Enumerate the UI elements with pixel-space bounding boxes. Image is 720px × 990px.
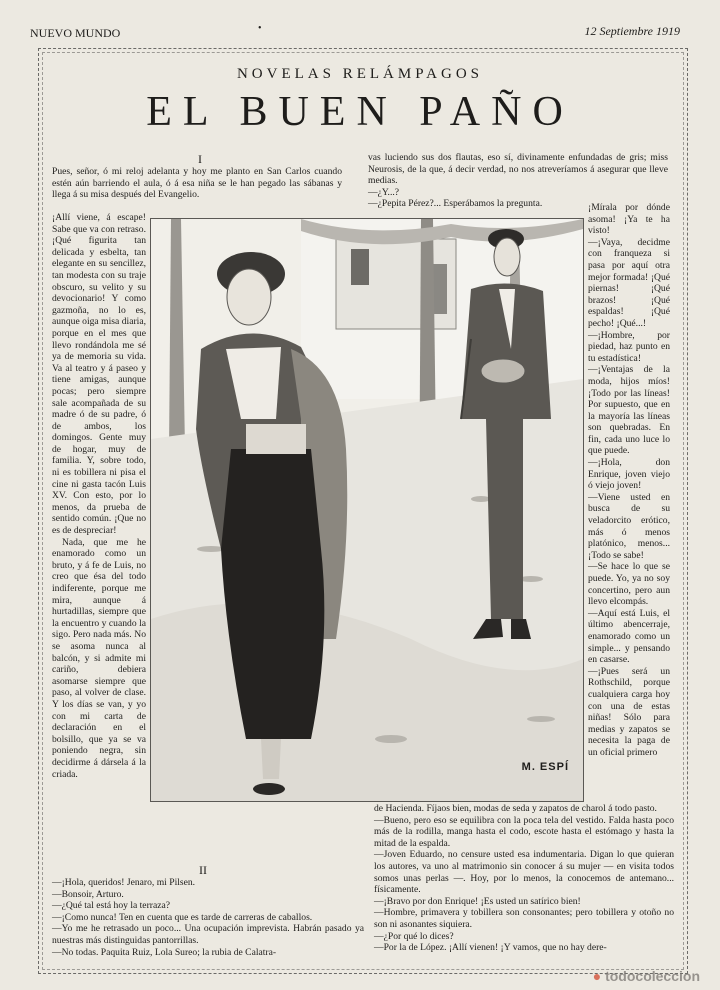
illustration: [150, 218, 584, 802]
paragraph: —Joven Eduardo, no censure usted esa indumentaria. Digan lo que quieran los autores, va uno al matrimonio sin conocer á su mujer — en visita todos somos unas perlas —. Hoy, por lo menos, la conocemos de antemano... físicamente.: [374, 849, 674, 896]
watermark-text: todocoleccion: [605, 968, 700, 984]
paragraph: —¡Hola, queridos! Jenaro, mi Pilsen.: [52, 877, 196, 888]
paragraph: —¿Y...?: [368, 186, 399, 198]
paragraph: —No todas. Paquita Ruiz, Lola Sureo; la rubia de Calatra-: [52, 946, 277, 958]
artist-signature: M. ESPÍ: [521, 761, 569, 773]
paragraph: —Aquí está Luis, el último abencerraje, enamorado como un simple... y pensando en casarse.: [588, 607, 670, 666]
paragraph: de Hacienda. Fíjaos bien, modas de seda y zapatos de charol á todo pasto.: [374, 803, 657, 814]
paragraph: —¿Por qué lo dices?: [374, 930, 454, 942]
text-block-bottom-left-continuation: [52, 801, 364, 857]
paragraph: —Se hace lo que se puede. Yo, ya no soy concertino, pero aun llevo elcompás.: [588, 561, 670, 608]
paragraph: ¡Mírala por dónde asoma! ¡Ya te ha visto!: [588, 202, 670, 237]
paragraph: —Por la de López. ¡Allí vienen! ¡Y vamos, que no hay dere-: [374, 942, 607, 954]
paragraph: —¡Hombre, por piedad, haz punto en tu estadística!: [588, 329, 670, 364]
paragraph: —Bonsoir, Arturo.: [52, 888, 124, 900]
paragraph: —¡Vaya, decidme con franqueza si pasa por aquí otra mejor formada! ¡Qué piernas! ¡Qué brazos! ¡Qué espaldas! ¡Qué pecho! ¡Qué...!: [588, 236, 670, 329]
text-column-right: [588, 202, 670, 802]
paragraph: —Yo me he retrasado un poco... Una ocupación imprevista. Habrán pasado ya nuestras más distinguidas pantorrillas.: [52, 923, 364, 946]
paragraph: —Viene usted en busca de su veladorcito erótico, más ó menos platónico, menos... ¡Todo se sabe!: [588, 491, 670, 561]
page-header: [30, 20, 680, 44]
paragraph: vas luciendo sus dos flautas, eso sí, divinamente enfundadas de gris; miss Neurosis, de la que, á decir verdad, no nos atreveríamos á asegurar que lleve medias.: [368, 152, 668, 187]
watermark: [593, 968, 700, 984]
paragraph: —Hombre, primavera y tobillera son consonantes; pero tobillera y otoño no son ni asonantes siquiera.: [374, 907, 674, 930]
section-numeral-2: II: [199, 863, 207, 877]
paragraph: Pues, señor, ó mi reloj adelanta y hoy me planto en San Carlos cuando estén aún barriendo el aula, ó á esa niña se le han pegado las sábanas y llega á su misa después del Evangelio.: [52, 166, 342, 201]
paragraph: —¡Bravo por don Enrique! ¡Es usted un satírico bien!: [374, 895, 581, 907]
text-block-top-right: [368, 152, 668, 210]
article-title: EL BUEN PAÑO: [146, 89, 574, 135]
paragraph: —¡Pues será un Rothschild, porque cualquiera carga hoy con una de estas niñas! Sólo para medias y zapatos se necesita la paga de un oficial primero: [588, 665, 670, 758]
header-mark: •: [258, 23, 262, 34]
series-title: NOVELAS RELÁMPAGOS: [236, 66, 484, 82]
watermark-dot: ●: [592, 968, 602, 984]
paragraph: —¡Ventajas de la moda, hijos míos! ¡Todo por las líneas! Por supuesto, que en la mayoría las líneas son quebradas. En fin, cada uno luce lo que puede.: [588, 364, 670, 457]
paragraph: Nada, que me he enamorado como un bruto, y á fe de Luis, no creo que ésa del todo indiferente, porque me mira, aunque á hurtadillas, siempre que la encuentro y cuando la sigo. Pero nada más. No se asoma nunca al balcón, y si admite mi cariño, debiera asomarse siempre que paso, al volver de clase. Y los días se van, y yo con mi carta de declaración en el bolsillo, que ya se va poniendo negra, sin decidirme á dársela á la criada.: [52, 536, 146, 780]
text-column-left-body: [52, 212, 146, 842]
issue-date: 12 Septiembre 1919: [584, 24, 680, 38]
text-block-bottom-right: [374, 803, 674, 965]
paragraph: —Bueno, pero eso se equilibra con la poca tela del vestido. Falda hasta poco más de la rodilla, manga hasta el codo, escote hasta el estómago y hasta la mitad de la espalda.: [374, 814, 674, 849]
paragraph: —¡Como nunca! Ten en cuenta que es tarde de carreras de caballos.: [52, 911, 313, 923]
paragraph: —¿Qué tal está hoy la terraza?: [52, 900, 170, 912]
paragraph: —¿Pepita Pérez?... Esperábamos la pregunta.: [368, 198, 543, 210]
paragraph: ¡Allí viene, á escape! Sabe que va con retraso. ¡Qué figurita tan delicada y esbelta, tan elegante en su sencillez, tan modesta con su traje obscuro, su velito y su devocionario! Y como gazmoña, no lo es, aunque oiga misa diaria, porque en el mes que llevo rondándola me sé ya de memoria su vida. Va al teatro y á paseo y tiene amigas, aunque pocas; pero siempre sale acompañada de su madre ó de su padre, ó de ambos, los domingos. Gente muy de hogar, muy de familia. Y, sobre todo, ni es tobillera ni pisa el cine ni gasta tacón Luis XV. Con esto, por lo menos, da prueba de sentido común. ¡Que no es de despreciar!: [52, 212, 146, 537]
illustration-drawing: [151, 219, 583, 801]
text-column-left: [52, 166, 342, 201]
text-block-bottom-left: [52, 877, 364, 965]
section-numeral-1: I: [198, 152, 202, 166]
publication-name: NUEVO MUNDO: [30, 26, 121, 40]
paragraph: —¡Hola, don Enrique, joven viejo ó viejo joven!: [588, 457, 670, 492]
